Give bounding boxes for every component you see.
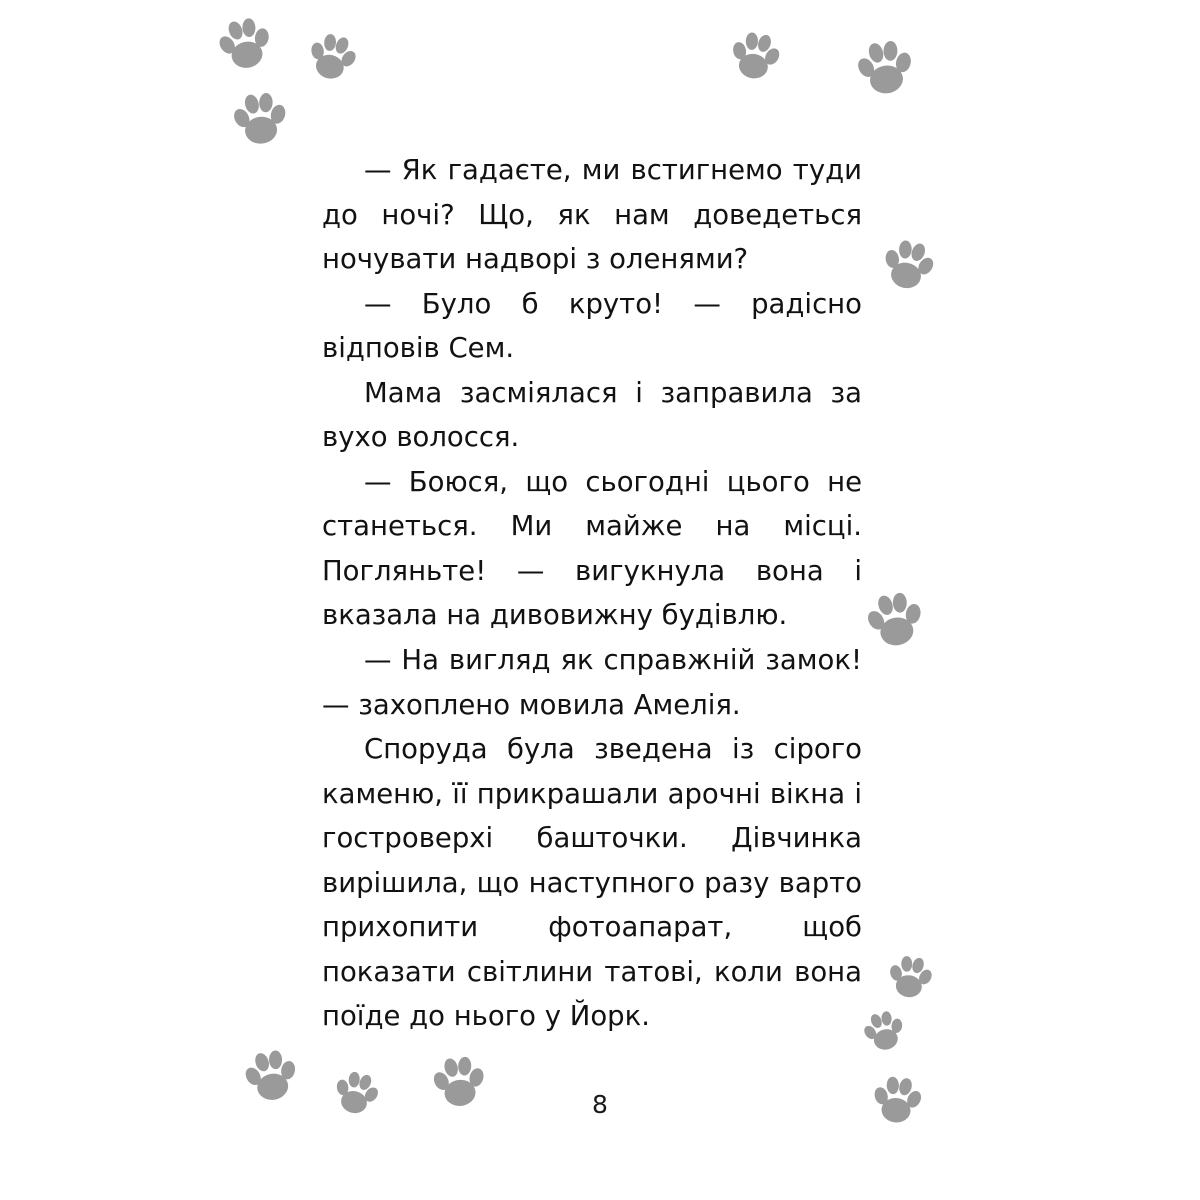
paw-print-icon [208, 8, 282, 82]
paw-print-icon [848, 32, 923, 107]
paw-print-icon [855, 1003, 913, 1061]
page-number: 8 [592, 1090, 608, 1119]
paragraph: Споруда була зведена із сірого каменю, її прикрашали арочні вікна і гостроверхі башточки. Дівчинка вирішила, що наступного разу варто прихопити фотоапарат, щоб показати світлини татові, коли вона поїде до нього у Йорк. [322, 733, 862, 1033]
paw-print-icon [857, 583, 933, 659]
paragraph: Мама засміялася і заправила за вухо волосся. [322, 376, 862, 454]
page-text-column [322, 148, 862, 1039]
paw-print-icon [881, 949, 940, 1008]
paragraph: — Боюся, що сьогодні цього не станеться. Ми майже на місці. Погляньте! — вигукнула вона і вказала на дивовижну будівлю. [322, 465, 862, 632]
paragraph: — Було б круто! — радісно відповів Сем. [322, 287, 862, 365]
paragraph: — На вигляд як справжній замок! — захоплено мовила Амелія. [322, 644, 862, 721]
paw-print-icon [872, 230, 943, 301]
paw-print-icon [721, 23, 788, 90]
paragraph: — Як гадаєте, ми встигнемо туди до ночі? Що, як нам доведеться ночувати надворі з оленями? [322, 154, 862, 276]
paw-print-icon [298, 24, 366, 92]
paw-print-icon [225, 85, 295, 155]
